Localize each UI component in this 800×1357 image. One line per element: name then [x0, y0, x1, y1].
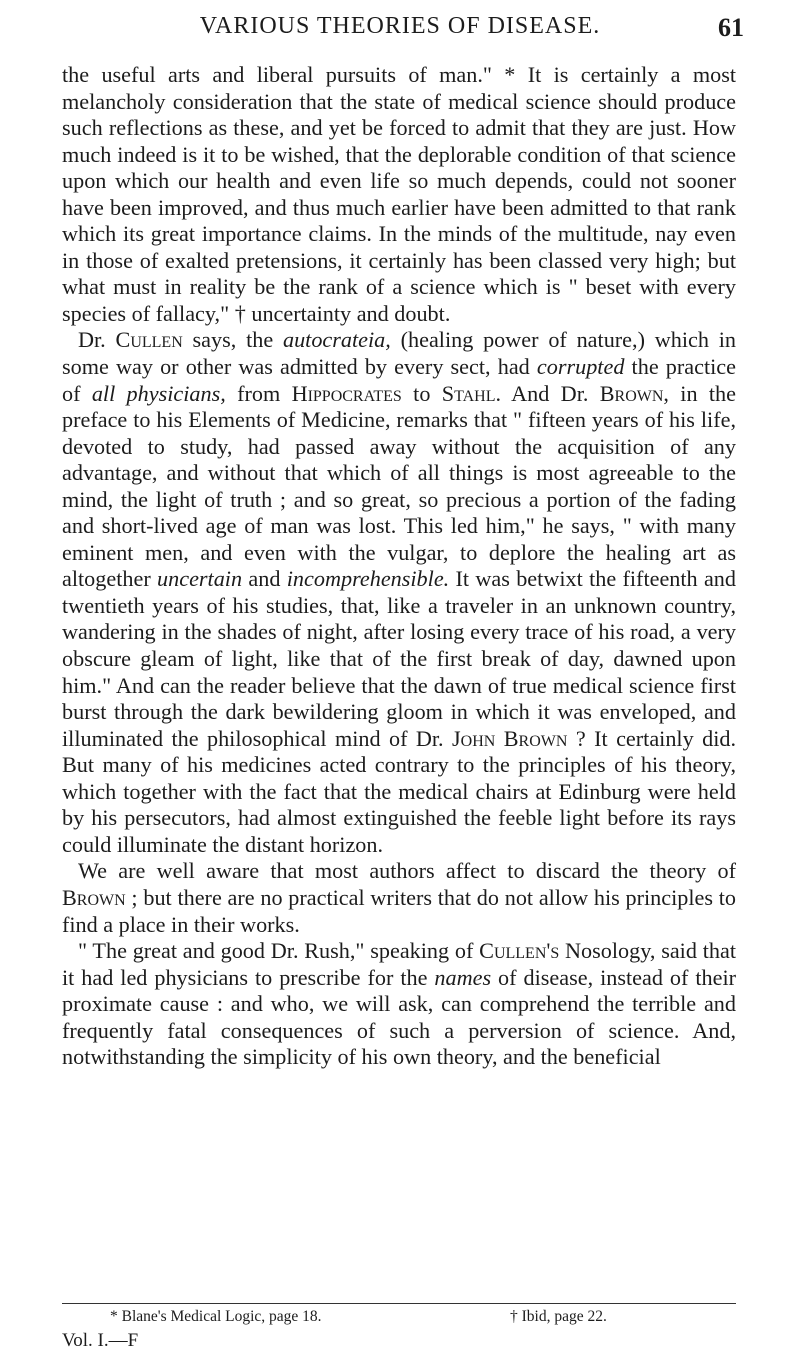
- name-john-brown: John Brown: [452, 725, 568, 751]
- paragraph-4: [62, 938, 736, 1071]
- text-run: ; but there are no practical writers that do not allow his principles to find a place in their works.: [62, 884, 736, 937]
- footnote-1: * Blane's Medical Logic, page 18.: [110, 1308, 322, 1325]
- emphasis-incomprehensible: incomprehensible.: [286, 566, 450, 592]
- footnote-rule: [62, 1303, 736, 1304]
- paragraph-1: [62, 62, 736, 327]
- name-brown: Brown: [599, 380, 664, 406]
- text-run: the useful arts and liberal pursuits of man." * It is certainly a most melancholy consideration that the state of medical science should produce such reflections as these, and yet be forced to admit that they are just. How much indeed is it to be wished, that the deplorable condition of that science upon which our health and even life so much depends, could not sooner have been improved, and thus much earlier have been admitted to that rank which its great importance claims. In the minds of the multitude, nay even in those of exalted pretensions, it certainly has been classed very high; but what must in reality be the rank of a science which is " beset with every species of fallacy," † uncertainty and doubt.: [62, 62, 736, 326]
- running-head: VARIOUS THEORIES OF DISEASE.: [199, 13, 601, 39]
- text-run: We are well aware that most authors affect to discard the theory of: [78, 858, 736, 884]
- emphasis-uncertain: uncertain: [157, 566, 243, 592]
- emphasis-all-physicians: all physicians,: [91, 380, 226, 406]
- paragraph-2: [62, 327, 736, 858]
- term-autocrateia: autocrateia,: [282, 327, 391, 353]
- emphasis-corrupted: corrupted: [536, 354, 625, 380]
- text-run: and: [242, 566, 287, 592]
- text-run: It was betwixt the fifteenth and twentieth years of his studies, that, like a traveler in an unknown country, wandering in the shades of night, after losing every trace of his road, a very obscure gleam of light, like that of the first break of day, dawned upon him." And can the reader believe that the dawn of true medical science first burst through the dark bewildering gloom in which it was enveloped, and illuminated the philosophical mind of Dr.: [62, 566, 736, 751]
- text-run: (healing power of nature,) which in some way or other was admitted by every sect, had: [62, 327, 737, 380]
- name-cullens: Cullen's: [479, 938, 560, 964]
- emphasis-names: names: [434, 964, 492, 990]
- page-header: [0, 9, 800, 49]
- text-run: the practice of: [62, 354, 737, 406]
- text-run: . And Dr.: [495, 380, 600, 406]
- text-run: to: [401, 380, 442, 406]
- paragraph-3: [62, 858, 736, 938]
- page-number: 61: [718, 13, 744, 42]
- signature-mark: Vol. I.—F: [62, 1330, 139, 1351]
- text-run: , in the preface to his Elements of Medicine, remarks that " fifteen years of his life, devoted to study, had passed away without the acquisition of any advantage, and without that which of all things is most agreeable to the mind, the light of truth ; and so great, so precious a portion of the fading and short-lived age of man was lost. This led him," he says, " with many eminent men, and even with the vulgar, to deplore the healing art as altogether: [62, 380, 736, 592]
- name-hippocrates: Hippocrates: [291, 380, 402, 406]
- text-run: of disease, instead of their proximate cause : and who, we will ask, can comprehend the terrible and frequently fatal consequences of such a perversion of science. And, notwithstanding the simplicity of his own theory, and the beneficial: [62, 964, 736, 1070]
- text-run: says, the: [182, 327, 283, 353]
- name-cullen: Cullen: [115, 327, 183, 353]
- text-run: ? It certainly did. But many of his medicines acted contrary to the principles of his theory, which together with the fact that the medical chairs at Edinburg were held by his persecutors, had almost extinguished the feeble light before its rays could illuminate the distant horizon.: [62, 725, 737, 857]
- text-run: " The great and good Dr. Rush," speaking of: [78, 938, 480, 964]
- text-run: Dr.: [78, 327, 116, 353]
- text-run: Nosology, said that it had led physicians to prescribe for the: [62, 938, 736, 990]
- footnotes: [62, 1308, 736, 1330]
- footnote-2: † Ibid, page 22.: [510, 1308, 607, 1325]
- text-run: from: [225, 380, 292, 406]
- name-stahl: Stahl: [441, 380, 496, 406]
- name-brown: Brown: [62, 884, 126, 910]
- body-text: [62, 62, 736, 1071]
